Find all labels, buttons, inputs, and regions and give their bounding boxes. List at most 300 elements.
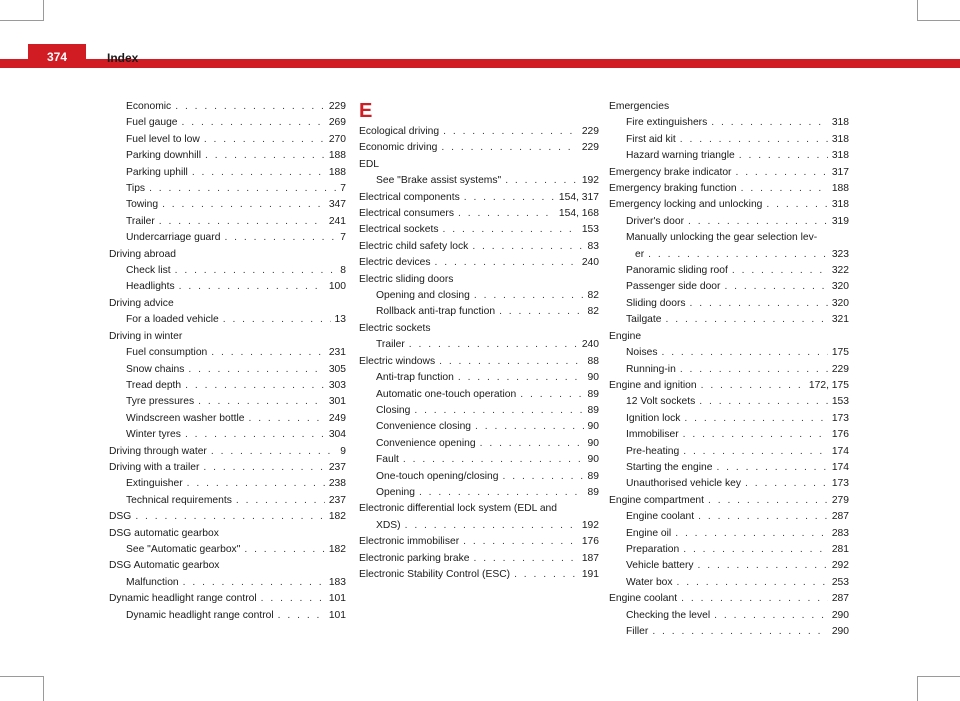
entry-label: Fire extinguishers [626, 117, 708, 129]
dot-leader [701, 378, 805, 394]
entry-page-number: 172, 175 [808, 379, 849, 391]
entry-page-number: 89 [587, 404, 599, 416]
index-column-2 [359, 99, 599, 583]
entry-page-number: 89 [587, 486, 599, 498]
dot-leader [690, 296, 828, 312]
index-entry [609, 115, 849, 131]
entry-page-number: 8 [340, 265, 346, 277]
index-entry [609, 132, 849, 148]
index-entry [109, 99, 346, 115]
entry-label: Dynamic headlight range control [126, 609, 274, 621]
crop-mark [43, 676, 44, 701]
entry-page-number: 90 [587, 421, 599, 433]
dot-leader [204, 132, 325, 148]
dot-leader [683, 427, 828, 443]
entry-page-number: 183 [328, 576, 346, 588]
index-entry [109, 181, 346, 197]
entry-label: Driver's door [626, 215, 685, 227]
entry-label: Electronic parking brake [359, 552, 470, 564]
dot-leader [192, 165, 325, 181]
entry-label: Sliding doors [626, 297, 686, 309]
entry-label: Fuel consumption [126, 347, 208, 359]
index-entry [359, 239, 599, 255]
entry-label: Automatic one-touch operation [376, 388, 517, 400]
index-entry [359, 567, 599, 583]
dot-leader [716, 460, 827, 476]
index-entry [109, 591, 346, 607]
entry-page-number: 188 [831, 183, 849, 195]
index-entry [109, 394, 346, 410]
dot-leader [278, 608, 325, 624]
dot-leader [414, 403, 583, 419]
entry-label: Electrical components [359, 191, 460, 203]
entry-label: Fault [376, 454, 399, 466]
entry-page-number: 100 [328, 281, 346, 293]
index-entry [609, 263, 849, 279]
entry-page-number: 303 [328, 379, 346, 391]
entry-page-number: 88 [587, 355, 599, 367]
entry-page-number: 191 [581, 568, 599, 580]
entry-label: Economic driving [359, 142, 438, 154]
dot-leader [443, 222, 578, 238]
entry-label: For a loaded vehicle [126, 314, 219, 326]
entry-label: Tailgate [626, 314, 662, 326]
entry-page-number: 176 [581, 536, 599, 548]
dot-leader [684, 411, 827, 427]
dot-leader [441, 140, 577, 156]
index-entry [109, 509, 346, 525]
dot-leader [135, 509, 324, 525]
section-letter: E [359, 100, 373, 122]
entry-label: Check list [126, 265, 171, 277]
index-entry [359, 255, 599, 271]
dot-leader [182, 115, 325, 131]
entry-page-number: 101 [328, 593, 346, 605]
page-title: Index [107, 51, 139, 65]
entry-label: Tips [126, 183, 146, 195]
index-entry [359, 485, 599, 501]
dot-leader [661, 345, 827, 361]
index-entry [359, 370, 599, 386]
index-entry [109, 230, 346, 246]
entry-label: DSG [109, 511, 132, 523]
dot-leader [683, 444, 828, 460]
entry-page-number: 182 [328, 511, 346, 523]
dot-leader [766, 197, 827, 213]
entry-label: Hazard warning triangle [626, 150, 735, 162]
entry-label: Emergency locking and unlocking [609, 199, 763, 211]
entry-page-number: 89 [587, 470, 599, 482]
entry-page-number: 292 [831, 560, 849, 572]
index-entry [359, 354, 599, 370]
entry-page-number: 192 [581, 519, 599, 531]
index-entry [609, 476, 849, 492]
entry-label: Headlights [126, 281, 175, 293]
entry-label: Emergency brake indicator [609, 166, 732, 178]
entry-label: Technical requirements [126, 494, 232, 506]
dot-leader [248, 411, 324, 427]
entry-label: Anti-trap function [376, 372, 454, 384]
entry-label: Electronic Stability Control (ESC) [359, 568, 511, 580]
entry-page-number: 320 [831, 297, 849, 309]
dot-leader [419, 485, 584, 501]
dot-leader [514, 567, 578, 583]
entry-page-number: 287 [831, 593, 849, 605]
dot-leader [188, 362, 324, 378]
entry-page-number: 173 [831, 412, 849, 424]
entry-page-number: 229 [581, 142, 599, 154]
entry-label: Convenience opening [376, 437, 476, 449]
index-entry [609, 197, 849, 213]
entry-label: Electric devices [359, 257, 431, 269]
index-entry [609, 575, 849, 591]
entry-label: Fuel level to low [126, 133, 200, 145]
entry-label: Extinguisher [126, 478, 183, 490]
index-heading: Electronic differential lock system (EDL and [359, 503, 558, 515]
index-entry [609, 394, 849, 410]
dot-leader [652, 624, 828, 640]
crop-mark [0, 20, 43, 21]
index-entry [109, 115, 346, 131]
entry-page-number: 90 [587, 454, 599, 466]
entry-page-number: 83 [587, 240, 599, 252]
entry-page-number: 82 [587, 290, 599, 302]
entry-page-number: 322 [831, 265, 849, 277]
entry-label: Ecological driving [359, 126, 440, 137]
entry-page-number: 90 [587, 437, 599, 449]
entry-label: Driving through water [109, 445, 207, 457]
dot-leader [732, 263, 828, 279]
index-heading: Electric sliding doors [359, 273, 454, 285]
index-entry [609, 591, 849, 607]
entry-label: Engine compartment [609, 494, 705, 506]
entry-label: First aid kit [626, 133, 676, 145]
entry-label: Driving with a trailer [109, 461, 200, 473]
entry-label: Ignition lock [626, 412, 681, 424]
dot-leader [675, 526, 828, 542]
entry-label: Passenger side door [626, 281, 721, 293]
dot-leader [464, 190, 555, 206]
entry-page-number: 229 [831, 363, 849, 375]
entry-page-number: 301 [328, 396, 346, 408]
dot-leader [203, 460, 324, 476]
entry-label: Electric child safety lock [359, 240, 469, 252]
index-entry [359, 436, 599, 452]
entry-label: Trailer [376, 339, 405, 351]
index-entry [109, 460, 346, 476]
dot-leader [648, 247, 828, 263]
dot-leader [680, 132, 828, 148]
dot-leader [443, 124, 578, 140]
index-entry [109, 608, 346, 624]
entry-page-number: 323 [831, 248, 849, 260]
index-entry [609, 214, 849, 230]
crop-mark [917, 676, 918, 701]
entry-label: Windscreen washer bottle [126, 412, 245, 424]
index-column-1 [109, 99, 346, 624]
entry-page-number: 318 [831, 117, 849, 129]
dot-leader [474, 288, 584, 304]
dot-leader [211, 444, 336, 460]
index-entry [359, 124, 599, 140]
dot-leader [435, 255, 578, 271]
index-entry [359, 206, 599, 222]
dot-leader [711, 115, 828, 131]
index-heading: DSG automatic gearbox [109, 527, 219, 539]
entry-page-number: 89 [587, 388, 599, 400]
index-entry [109, 493, 346, 509]
entry-page-number: 318 [831, 133, 849, 145]
entry-page-number: 154, 168 [558, 208, 599, 220]
entry-page-number: 176 [831, 429, 849, 441]
entry-page-number: 287 [831, 511, 849, 523]
index-entry [609, 279, 849, 295]
entry-page-number: 281 [831, 543, 849, 555]
entry-label: Undercarriage guard [126, 232, 221, 244]
entry-page-number: 101 [328, 609, 346, 621]
entry-page-number: 237 [328, 461, 346, 473]
entry-page-number: 192 [581, 175, 599, 187]
dot-leader [680, 362, 828, 378]
dot-leader [236, 493, 325, 509]
dot-leader [480, 436, 584, 452]
entry-label: Engine coolant [626, 511, 695, 523]
entry-label: er [635, 248, 645, 260]
entry-page-number: 182 [328, 543, 346, 555]
crop-mark [917, 20, 960, 21]
index-heading: Driving advice [109, 297, 174, 309]
index-entry [609, 460, 849, 476]
dot-leader [520, 387, 583, 403]
entry-label: See "Automatic gearbox" [126, 543, 241, 555]
entry-page-number: 321 [831, 314, 849, 326]
index-entry [109, 165, 346, 181]
index-entry [609, 444, 849, 460]
dot-leader [505, 173, 578, 189]
entry-page-number: 229 [328, 101, 346, 112]
index-heading: Engine [609, 330, 642, 342]
crop-mark [917, 0, 918, 21]
index-entry [109, 279, 346, 295]
dot-leader [503, 469, 584, 485]
index-entry [609, 411, 849, 427]
entry-page-number: 173 [831, 478, 849, 490]
dot-leader [405, 518, 578, 534]
index-entry [609, 165, 849, 181]
dot-leader [183, 575, 325, 591]
entry-page-number: 231 [328, 347, 346, 359]
entry-page-number: 174 [831, 461, 849, 473]
index-entry [109, 132, 346, 148]
dot-leader [458, 206, 555, 222]
dot-leader [185, 378, 325, 394]
entry-page-number: 249 [328, 412, 346, 424]
dot-leader [683, 542, 828, 558]
entry-label: Engine and ignition [609, 379, 697, 391]
index-entry [609, 312, 849, 328]
entry-page-number: 319 [831, 215, 849, 227]
entry-page-number: 269 [328, 117, 346, 129]
dot-leader [688, 214, 828, 230]
entry-label: Electrical consumers [359, 208, 454, 220]
index-entry [609, 345, 849, 361]
index-entry [359, 419, 599, 435]
index-entry [109, 214, 346, 230]
index-entry [609, 378, 849, 394]
entry-page-number: 174 [831, 445, 849, 457]
index-entry [109, 427, 346, 443]
entry-page-number: 90 [587, 372, 599, 384]
entry-label: One-touch opening/closing [376, 470, 499, 482]
index-heading: Driving in winter [109, 330, 183, 342]
entry-label: Immobiliser [626, 429, 679, 441]
dot-leader [175, 263, 337, 279]
entry-page-number: 318 [831, 199, 849, 211]
entry-page-number: 154, 317 [558, 191, 599, 203]
entry-page-number: 279 [831, 494, 849, 506]
index-entry [359, 551, 599, 567]
index-entry [359, 190, 599, 206]
index-entry [109, 444, 346, 460]
entry-label: Tread depth [126, 379, 182, 391]
entry-page-number: 241 [328, 215, 346, 227]
entry-label: Electrical sockets [359, 224, 439, 236]
crop-mark [0, 676, 43, 677]
entry-label: Tyre pressures [126, 396, 195, 408]
entry-page-number: 318 [831, 150, 849, 162]
entry-label: Starting the engine [626, 461, 713, 473]
index-entry [609, 296, 849, 312]
index-entry [359, 337, 599, 353]
entry-label: Noises [626, 347, 658, 359]
dot-leader [198, 394, 325, 410]
index-entry [359, 387, 599, 403]
index-entry [359, 222, 599, 238]
index-entry [359, 518, 599, 534]
index-heading: Driving abroad [109, 248, 176, 260]
entry-page-number: 153 [831, 396, 849, 408]
dot-leader [403, 452, 584, 468]
entry-label: Convenience closing [376, 421, 472, 433]
dot-leader [681, 591, 828, 607]
entry-page-number: 175 [831, 347, 849, 359]
dot-leader [708, 493, 828, 509]
index-entry [359, 304, 599, 320]
index-entry [609, 624, 849, 640]
dot-leader [472, 239, 583, 255]
dot-leader [224, 230, 336, 246]
entry-page-number: 82 [587, 306, 599, 318]
index-entry [109, 312, 346, 328]
entry-label: Winter tyres [126, 429, 181, 441]
dot-leader [698, 558, 828, 574]
index-entry [359, 288, 599, 304]
entry-page-number: 240 [581, 257, 599, 269]
index-heading: DSG Automatic gearbox [109, 560, 220, 572]
dot-leader [699, 394, 828, 410]
index-entry [359, 452, 599, 468]
dot-leader [185, 427, 325, 443]
index-entry [109, 542, 346, 558]
entry-label: Electronic immobiliser [359, 536, 460, 548]
index-entry [609, 558, 849, 574]
entry-label: Dynamic headlight range control [109, 593, 257, 605]
dot-leader [677, 575, 828, 591]
entry-page-number: 347 [328, 199, 346, 211]
index-entry [609, 493, 849, 509]
entry-label: Filler [626, 626, 649, 637]
index-entry [109, 378, 346, 394]
entry-page-number: 290 [831, 626, 849, 637]
index-entry [359, 534, 599, 550]
entry-label: Malfunction [126, 576, 179, 588]
entry-label: Rollback anti-trap function [376, 306, 496, 318]
index-entry [109, 197, 346, 213]
entry-page-number: 13 [334, 314, 346, 326]
dot-leader [187, 476, 325, 492]
entry-label: Preparation [626, 543, 680, 555]
index-entry [109, 362, 346, 378]
dot-leader [409, 337, 578, 353]
entry-page-number: 304 [328, 429, 346, 441]
index-entry [359, 140, 599, 156]
entry-page-number: 188 [328, 166, 346, 178]
entry-label: Pre-heating [626, 445, 680, 457]
dot-leader [244, 542, 324, 558]
entry-page-number: 7 [340, 232, 346, 244]
dot-leader [211, 345, 325, 361]
entry-page-number: 238 [328, 478, 346, 490]
entry-page-number: 187 [581, 552, 599, 564]
entry-label: Engine coolant [609, 593, 678, 605]
entry-page-number: 253 [831, 576, 849, 588]
dot-leader [739, 148, 828, 164]
dot-leader [714, 608, 828, 624]
entry-label: Unauthorised vehicle key [626, 478, 742, 490]
entry-label: Opening [376, 486, 415, 498]
index-entry [609, 181, 849, 197]
index-entry [109, 575, 346, 591]
dot-leader [724, 279, 827, 295]
entry-page-number: 153 [581, 224, 599, 236]
dot-leader [475, 419, 584, 435]
dot-leader [175, 99, 325, 115]
entry-label: Parking downhill [126, 150, 201, 162]
entry-page-number: 7 [340, 183, 346, 195]
crop-mark [43, 0, 44, 21]
entry-page-number: 229 [581, 126, 599, 137]
index-entry [109, 411, 346, 427]
index-entry [609, 608, 849, 624]
index-entry [109, 345, 346, 361]
entry-label: Trailer [126, 215, 155, 227]
page-number: 374 [28, 44, 86, 68]
entry-label: Towing [126, 199, 159, 211]
entry-label: Engine oil [626, 527, 672, 539]
index-entry [609, 427, 849, 443]
entry-label: Economic [126, 101, 172, 112]
entry-label: Emergency braking function [609, 183, 737, 195]
index-entry [109, 263, 346, 279]
entry-label: Checking the level [626, 609, 711, 621]
dot-leader [499, 304, 583, 320]
entry-page-number: 305 [328, 363, 346, 375]
entry-label: Water box [626, 576, 673, 588]
dot-leader [463, 534, 578, 550]
index-column-3 [609, 99, 849, 640]
entry-page-number: 320 [831, 281, 849, 293]
entry-page-number: 283 [831, 527, 849, 539]
